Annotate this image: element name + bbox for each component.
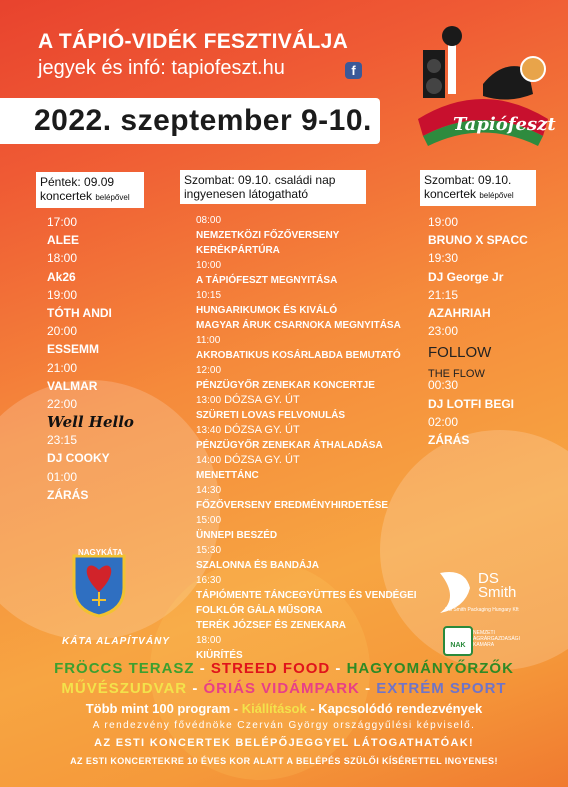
program-item: ZÁRÁS — [428, 432, 470, 447]
time-label: 19:00 — [47, 287, 78, 302]
program-item: AZAHRIAH — [428, 305, 491, 320]
time-label: 18:00 — [47, 251, 78, 266]
saturday-concert-header: Szombat: 09.10. koncertek belépővel — [420, 170, 536, 206]
nagykata-crest — [70, 548, 128, 618]
time-label: 17:00 — [47, 215, 78, 229]
program-item: DJ George Jr — [428, 269, 504, 284]
program-item: A TÁPIÓFESZT MEGNYITÁSA — [196, 275, 338, 286]
festival-date: 2022. szeptember 9-10. — [34, 104, 372, 137]
patron-line: A rendezvény fővédnöke Czerván György országgyűlési képviselő. — [92, 720, 476, 731]
time-label: 10:00 — [196, 260, 222, 271]
program-item: PÉNZÜGYŐR ZENEKAR ÁTHALADÁSA — [196, 440, 383, 451]
ds-smith-text: DS Smith — [478, 570, 517, 601]
friday-day: Péntek: 09.09 — [40, 175, 115, 189]
saturday-family-header — [180, 170, 366, 204]
nak-text: NEMZETI AGRÁRGAZDASÁGI KAMARA — [473, 630, 520, 648]
time-label: 02:00 — [428, 414, 459, 429]
program-item: ESSEMM — [47, 342, 100, 357]
time-label: 08:00 — [196, 215, 222, 226]
follow-the-flow-logo: FOLLOW THE FLOW — [428, 344, 492, 381]
time-label: 10:15 — [196, 290, 222, 301]
logo-text: Tapiófeszt — [453, 114, 556, 135]
program-item: Ak26 — [47, 269, 76, 284]
time-label: 19:00 — [428, 215, 459, 229]
program-item: TÓTH ANDI — [47, 305, 112, 320]
time-label: 15:30 — [196, 545, 222, 556]
time-label: 14:00 DÓZSA GY. ÚT — [196, 454, 300, 466]
time-label: 15:00 — [196, 515, 222, 526]
nak-logo: NAK — [443, 626, 473, 656]
program-item: AKROBATIKUS KOSÁRLABDA BEMUTATÓ — [196, 350, 401, 361]
time-label: 00:30 — [428, 378, 459, 393]
friday-program — [47, 213, 134, 504]
time-label: 23:15 — [47, 433, 78, 448]
saturday-concert-day: Szombat: 09.10. — [424, 173, 512, 187]
program-item: TERÉK JÓZSEF ÉS ZENEKARA — [196, 620, 347, 631]
time-label: 20:00 — [47, 324, 78, 339]
time-label: 16:30 — [196, 575, 222, 586]
crest-label: NAGYKÁTA — [78, 548, 123, 557]
program-item: PÉNZÜGYŐR ZENEKAR KONCERTJE — [196, 380, 375, 391]
time-label: 19:30 — [428, 251, 459, 266]
ds-smith-subtitle: DS Smith Packaging Hungary Kft — [445, 607, 519, 613]
festival-title: A TÁPIÓ-VIDÉK FESZTIVÁLJA — [38, 30, 349, 53]
program-item: MAGYAR ÁRUK CSARNOKA MEGNYITÁSA — [196, 320, 401, 331]
program-item: FŐZŐVERSENY EREDMÉNYHIRDETÉSE — [196, 500, 389, 511]
friday-header: Péntek: 09.09 koncertek belépővel — [36, 172, 144, 208]
time-label: 23:00 — [428, 324, 459, 339]
program-item: DJ LOTFI BEGI — [428, 396, 515, 411]
time-label: 22:00 — [47, 396, 78, 411]
street-food: STREED FOOD — [210, 660, 331, 677]
program-item: HUNGARIKUMOK ÉS KIVÁLÓ — [196, 305, 338, 316]
program-item: TÁPIÓMENTE TÁNCEGYÜTTES ÉS VENDÉGEI — [196, 590, 417, 601]
time-label: 21:00 — [47, 360, 78, 375]
kata-foundation: KÁTA ALAPÍTVÁNY — [62, 636, 170, 647]
time-label: 12:00 — [196, 365, 222, 376]
location-label: DÓZSA GY. ÚT — [221, 454, 300, 466]
program-item: MENETTÁNC — [196, 470, 259, 481]
muveszudvar: MŰVÉSZUDVAR — [61, 680, 188, 697]
program-item: VALMAR — [47, 378, 98, 393]
extrem-sport: EXTRÉM SPORT — [376, 680, 507, 697]
program-item: Well Hello — [47, 413, 134, 432]
time-label: 21:15 — [428, 287, 459, 302]
time-label: 14:30 — [196, 485, 222, 496]
attractions-line-1: FRÖCCS TERASZ - STREED FOOD - HAGYOMÁNYŐRZŐK — [54, 660, 514, 677]
hagyomanyorzok: HAGYOMÁNYŐRZŐK — [346, 660, 514, 677]
program-item: FOLKLÓR GÁLA MŰSORA — [196, 605, 323, 616]
time-label: 18:00 — [196, 635, 222, 646]
saturday-family-day: Szombat: 09.10. családi nap — [184, 173, 336, 187]
program-item: SZÜRETI LOVAS FELVONULÁS — [196, 410, 346, 421]
programs-line: Több mint 100 program - Kiállítások - Kapcsolódó rendezvények — [85, 701, 483, 716]
time-label: 01:00 — [47, 469, 78, 484]
time-label: 13:00 DÓZSA GY. ÚT — [196, 394, 300, 406]
saturday-family-program — [196, 213, 417, 663]
location-label: DÓZSA GY. ÚT — [221, 424, 300, 436]
program-item: ÜNNEPI BESZÉD — [196, 530, 278, 541]
tapiofeszt-logo — [408, 24, 558, 154]
saturday-free-note: ingyenesen látogatható — [184, 187, 309, 201]
program-item: ZÁRÁS — [47, 487, 89, 502]
program-item: ALEE — [47, 233, 80, 248]
children-notice: AZ ESTI KONCERTEKRE 10 ÉVES KOR ALATT A BELÉPÉS SZÜLŐI KÍSÉRETTEL INGYENES! — [70, 756, 498, 766]
attractions-line-2: MŰVÉSZUDVAR - ÓRIÁS VIDÁMPARK - EXTRÉM SPORT — [61, 680, 507, 697]
program-item: NEMZETKÖZI FŐZŐVERSENY — [196, 230, 340, 241]
facebook-icon[interactable]: f — [345, 62, 362, 79]
froccs-terasz: FRÖCCS TERASZ — [54, 660, 195, 677]
program-item: KIÜRÍTÉS — [196, 650, 243, 661]
location-label: DÓZSA GY. ÚT — [221, 394, 300, 406]
time-label: 11:00 — [196, 335, 221, 346]
program-item: SZALONNA ÉS BANDÁJA — [196, 560, 319, 571]
program-item: BRUNO X SPACC — [428, 233, 528, 248]
orias-vidampark: ÓRIÁS VIDÁMPARK — [203, 680, 360, 697]
time-label: 13:40 DÓZSA GY. ÚT — [196, 424, 300, 436]
ticket-notice: AZ ESTI KONCERTEK BELÉPŐJEGGYEL LÁTOGATHATÓAK! — [94, 737, 474, 749]
ticket-info: jegyek és infó: tapiofeszt.hu — [38, 57, 285, 79]
program-item: DJ COOKY — [47, 451, 110, 466]
program-item: KERÉKPÁRTÚRA — [196, 245, 280, 256]
date-banner — [0, 98, 380, 144]
saturday-concert-program — [428, 213, 528, 449]
